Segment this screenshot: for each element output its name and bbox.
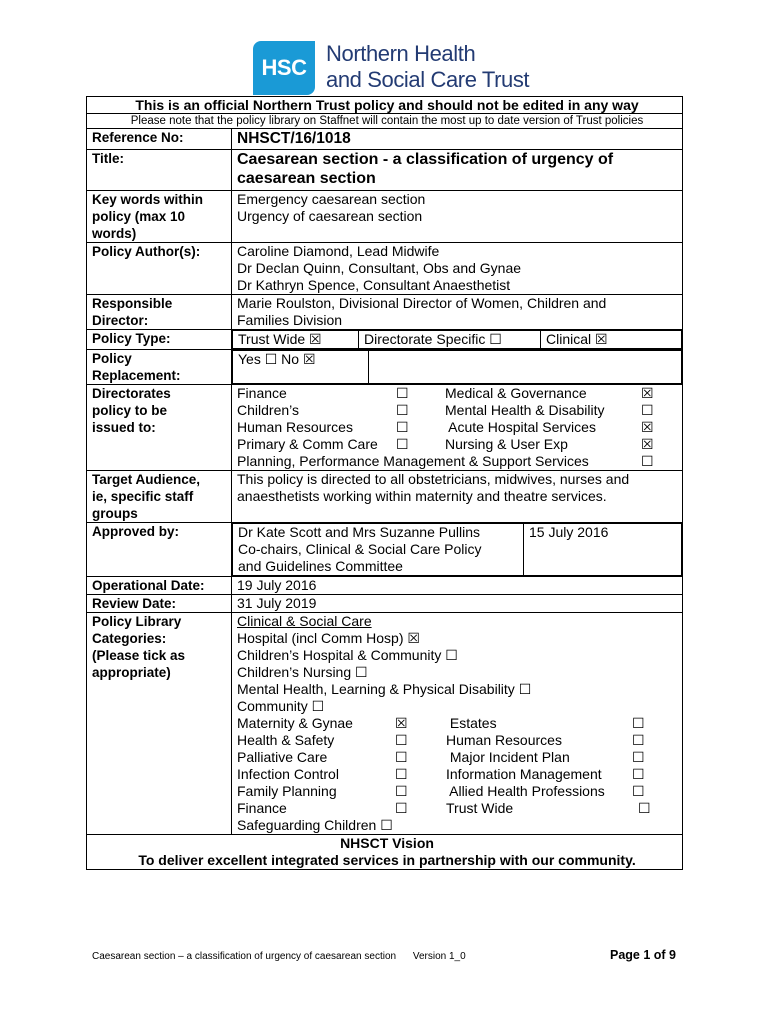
checkbox: ☐ xyxy=(396,436,409,452)
checkbox: ☐ xyxy=(632,766,645,782)
library-row xyxy=(237,715,682,732)
vision-statement: To deliver excellent integrated services in partnership with our community. xyxy=(138,852,636,868)
directorate-item: Acute Hospital Services xyxy=(445,419,596,435)
official-policy-banner: This is an official Northern Trust policy and should not be edited in any way xyxy=(87,97,683,114)
keywords-label xyxy=(87,191,232,243)
directorates-label-line: issued to: xyxy=(92,420,156,435)
replacement-label-line: Policy xyxy=(92,351,132,366)
library-label-line: appropriate) xyxy=(92,665,171,680)
title-label: Title: xyxy=(87,150,232,191)
directorates-label xyxy=(87,385,232,471)
library-category: Major Incident Plan xyxy=(446,749,570,765)
operational-date-label: Operational Date: xyxy=(87,577,232,595)
checkbox: ☐ xyxy=(395,766,408,782)
directorate-row xyxy=(237,419,682,436)
author-item: Caroline Diamond, Lead Midwife xyxy=(237,243,440,259)
review-date-label: Review Date: xyxy=(87,595,232,613)
directorate-item: Finance xyxy=(237,385,287,401)
policy-title-line2: caesarean section xyxy=(237,170,376,187)
authors-label: Policy Author(s): xyxy=(87,243,232,295)
review-date-value: 31 July 2019 xyxy=(232,595,683,613)
library-row xyxy=(237,749,682,766)
keywords-values xyxy=(232,191,683,243)
policy-title-line1: Caesarean section - a classification of urgency of xyxy=(237,151,614,168)
policy-type-values xyxy=(232,330,683,350)
library-category: Family Planning xyxy=(237,783,337,799)
keyword-item: Emergency caesarean section xyxy=(237,191,426,207)
checkbox: ☒ xyxy=(641,419,654,435)
replacement-yes-no: Yes ☐ No ☒ xyxy=(233,351,369,384)
checkbox: ☐ xyxy=(396,385,409,401)
director-label xyxy=(87,295,232,330)
vision-block xyxy=(87,835,683,870)
director-line: Families Division xyxy=(237,312,343,328)
library-label-line: Policy Library xyxy=(92,614,182,629)
library-row xyxy=(237,732,682,749)
author-item: Dr Declan Quinn, Consultant, Obs and Gynae xyxy=(237,260,522,276)
audience-line: anaesthetists working within maternity and theatre services. xyxy=(237,488,607,504)
audience-line: This policy is directed to all obstetricians, midwives, nurses and xyxy=(237,471,630,487)
library-category: Children’s Hospital & Community ☐ xyxy=(237,647,458,663)
directorates-label-line: policy to be xyxy=(92,403,168,418)
library-category: Trust Wide xyxy=(446,800,514,816)
trust-name-line2: and Social Care Trust xyxy=(326,67,530,92)
checkbox: ☒ xyxy=(395,715,408,731)
directorate-item: Medical & Governance xyxy=(445,385,587,401)
library-row xyxy=(237,766,682,783)
library-label-line: Categories: xyxy=(92,631,167,646)
director-label-line: Responsible xyxy=(92,296,173,311)
audience-label-line: ie, specific staff xyxy=(92,489,194,504)
checkbox: ☐ xyxy=(641,453,654,469)
library-row xyxy=(237,783,682,800)
replacement-empty xyxy=(369,351,682,384)
library-category: Safeguarding Children ☐ xyxy=(237,817,393,833)
library-values xyxy=(232,613,683,835)
library-category: Mental Health, Learning & Physical Disability ☐ xyxy=(237,681,532,697)
hsc-badge: HSC xyxy=(253,41,315,95)
directorate-row xyxy=(237,453,682,470)
library-label xyxy=(87,613,232,835)
keywords-label-line: words) xyxy=(92,226,137,241)
checkbox: ☐ xyxy=(638,800,651,816)
checkbox: ☐ xyxy=(395,732,408,748)
policy-type-label: Policy Type: xyxy=(87,330,232,350)
directorate-item: Mental Health & Disability xyxy=(445,402,605,418)
footer-version: Version 1_0 xyxy=(412,951,466,962)
footer-doc-title: Caesarean section – a classification of urgency of caesarean section xyxy=(92,951,397,962)
checkbox: ☐ xyxy=(395,800,408,816)
checkbox: ☐ xyxy=(641,402,654,418)
keywords-label-line: policy (max 10 xyxy=(92,209,186,224)
library-category: Palliative Care xyxy=(237,749,328,765)
trust-name-line1: Northern Health xyxy=(326,41,476,66)
checkbox: ☐ xyxy=(396,419,409,435)
policy-type-directorate: Directorate Specific ☐ xyxy=(359,331,541,349)
library-category: Hospital (incl Comm Hosp) ☒ xyxy=(237,630,420,646)
library-category: Estates xyxy=(446,715,497,731)
approved-label: Approved by: xyxy=(87,523,232,577)
director-label-line: Director: xyxy=(92,313,149,328)
directorate-item: Human Resources xyxy=(237,419,353,435)
library-category: Health & Safety xyxy=(237,732,335,748)
directorate-row xyxy=(237,402,682,419)
library-heading: Clinical & Social Care xyxy=(237,613,372,629)
library-category: Finance xyxy=(237,800,287,816)
approver-line: Dr Kate Scott and Mrs Suzanne Pullins xyxy=(238,524,481,540)
library-category: Maternity & Gynae xyxy=(237,715,353,731)
checkbox: ☒ xyxy=(641,436,654,452)
approved-date: 15 July 2016 xyxy=(524,524,682,576)
staffnet-note: Please note that the policy library on Staffnet will contain the most up to date version of Trust policies xyxy=(87,114,683,129)
policy-cover-table xyxy=(86,96,682,868)
directorate-row xyxy=(237,436,682,453)
directorate-item: Planning, Performance Management & Support Services xyxy=(237,453,589,469)
approver-line: and Guidelines Committee xyxy=(238,558,403,574)
checkbox: ☐ xyxy=(632,715,645,731)
directorate-item: Children’s xyxy=(237,402,299,418)
trust-name xyxy=(326,41,530,93)
directorate-item: Primary & Comm Care xyxy=(237,436,378,452)
approver-line: Co-chairs, Clinical & Social Care Policy xyxy=(238,541,482,557)
director-values xyxy=(232,295,683,330)
directorates-label-line: Directorates xyxy=(92,386,171,401)
library-category: Infection Control xyxy=(237,766,339,782)
authors-values xyxy=(232,243,683,295)
directorate-item: Nursing & User Exp xyxy=(445,436,568,452)
checkbox: ☐ xyxy=(395,783,408,799)
reference-label: Reference No: xyxy=(87,129,232,150)
replacement-label xyxy=(87,350,232,385)
footer-page-number: Page 1 of 9 xyxy=(610,948,676,962)
audience-label xyxy=(87,471,232,523)
replacement-values xyxy=(232,350,683,385)
checkbox: ☐ xyxy=(396,402,409,418)
library-category: Community ☐ xyxy=(237,698,325,714)
author-item: Dr Kathryn Spence, Consultant Anaesthetist xyxy=(237,277,511,293)
library-category: Children’s Nursing ☐ xyxy=(237,664,368,680)
policy-type-trust-wide: Trust Wide ☒ xyxy=(233,331,359,349)
footer-doc-info xyxy=(92,951,466,962)
library-category: Information Management xyxy=(446,766,602,782)
checkbox: ☒ xyxy=(641,385,654,401)
audience-values xyxy=(232,471,683,523)
library-row xyxy=(237,800,682,817)
policy-title xyxy=(232,150,683,191)
policy-type-clinical: Clinical ☒ xyxy=(541,331,682,349)
directorates-values xyxy=(232,385,683,471)
checkbox: ☐ xyxy=(395,749,408,765)
checkbox: ☐ xyxy=(632,783,645,799)
operational-date-value: 19 July 2016 xyxy=(232,577,683,595)
approved-values xyxy=(232,523,683,577)
audience-label-line: groups xyxy=(92,506,138,521)
nhsct-logo xyxy=(253,41,530,95)
vision-title: NHSCT Vision xyxy=(340,835,434,851)
keyword-item: Urgency of caesarean section xyxy=(237,208,423,224)
directorate-row xyxy=(237,385,682,402)
checkbox: ☐ xyxy=(632,749,645,765)
library-label-line: (Please tick as xyxy=(92,648,186,663)
library-category: Allied Health Professions xyxy=(446,783,605,799)
reference-value: NHSCT/16/1018 xyxy=(232,129,683,150)
keywords-label-line: Key words within xyxy=(92,192,204,207)
replacement-label-line: Replacement: xyxy=(92,368,181,383)
director-line: Marie Roulston, Divisional Director of Women, Children and xyxy=(237,295,607,311)
checkbox: ☐ xyxy=(632,732,645,748)
audience-label-line: Target Audience, xyxy=(92,472,201,487)
library-category: Human Resources xyxy=(446,732,562,748)
approved-by xyxy=(233,524,524,576)
